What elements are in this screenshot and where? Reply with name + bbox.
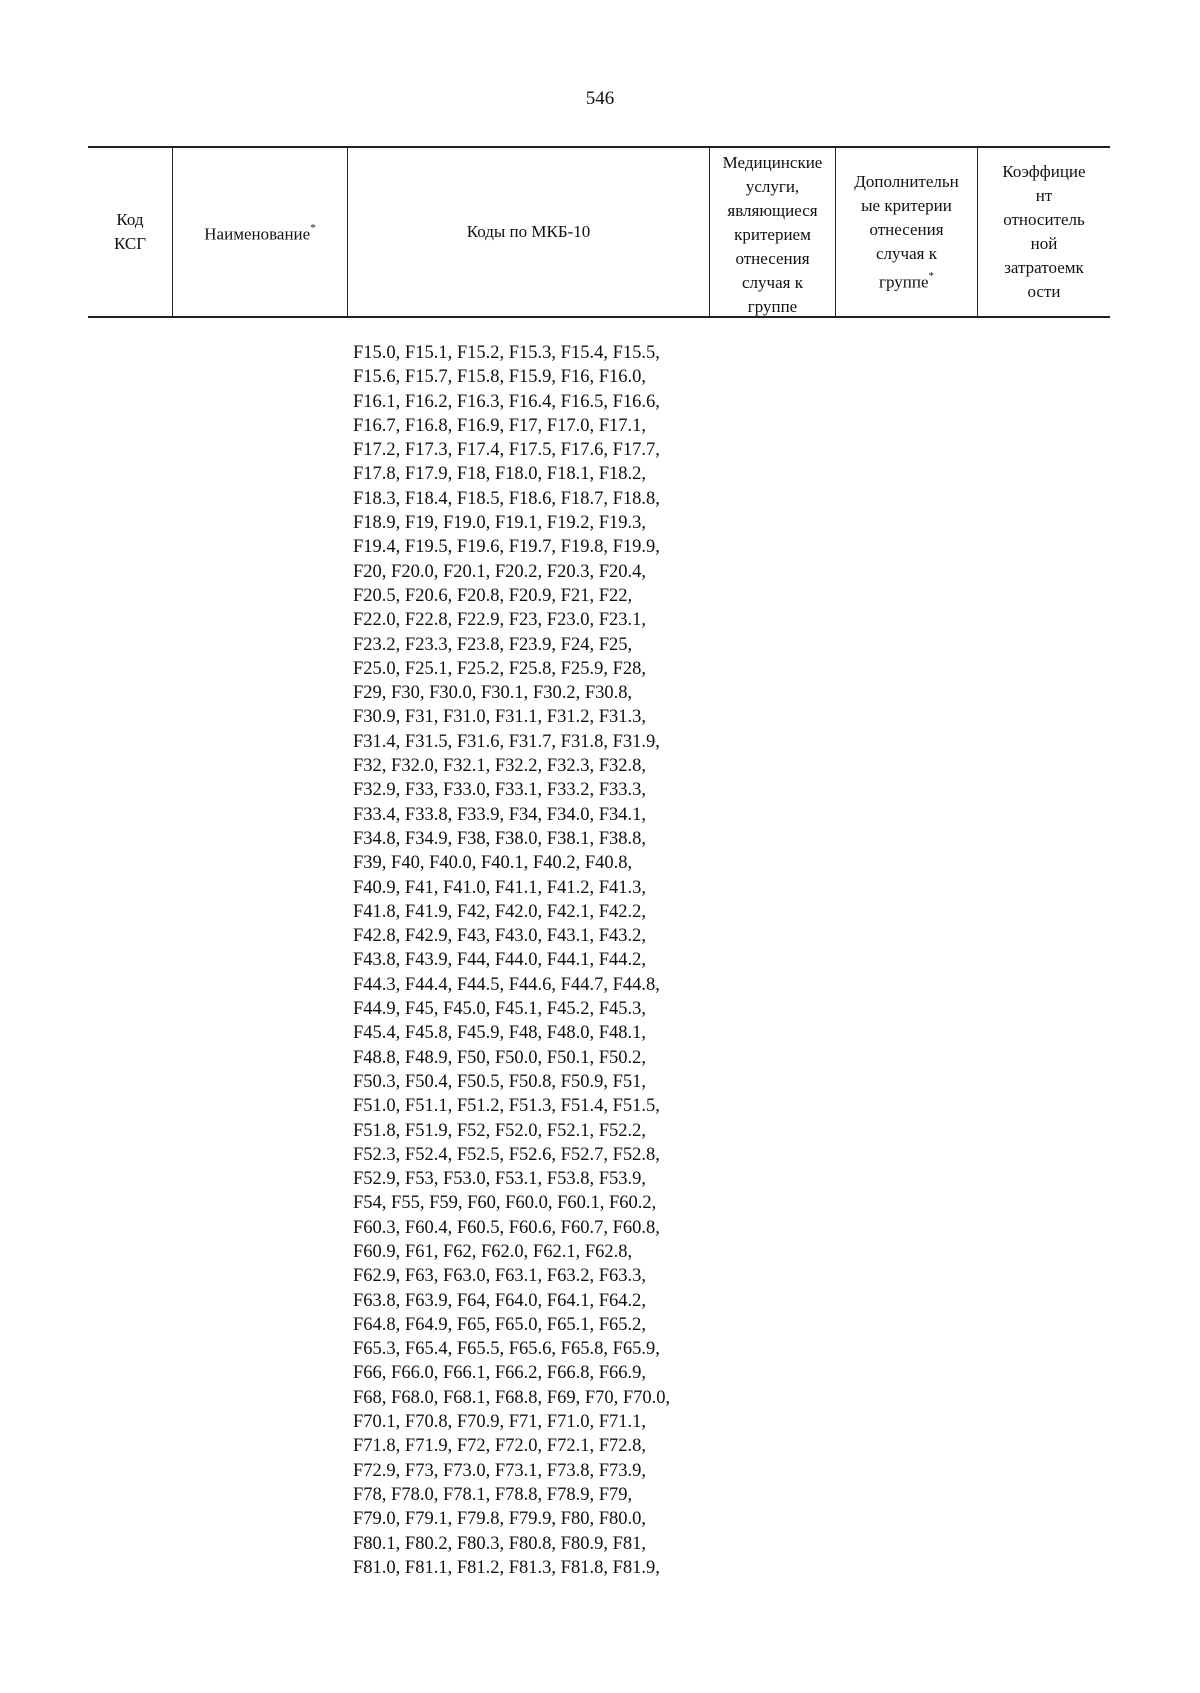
header-col-coef-text: [1002, 160, 1085, 304]
code-line: F54, F55, F59, F60, F60.0, F60.1, F60.2,: [353, 1193, 657, 1214]
code-line: F18.3, F18.4, F18.5, F18.6, F18.7, F18.8,: [353, 488, 660, 509]
page-number: 546: [585, 88, 615, 109]
header-line: ые критерии: [861, 195, 952, 215]
code-line: F62.9, F63, F63.0, F63.1, F63.2, F63.3,: [353, 1266, 646, 1287]
code-line: F16.7, F16.8, F16.9, F17, F17.0, F17.1,: [353, 415, 646, 436]
code-line: F78, F78.0, F78.1, F78.8, F78.9, F79,: [353, 1484, 633, 1505]
header-col-mkb-label: Коды по МКБ-10: [466, 222, 591, 241]
header-line: ной: [1030, 234, 1058, 253]
code-line: F40.9, F41, F41.0, F41.1, F41.2, F41.3,: [353, 877, 646, 898]
code-line: F50.3, F50.4, F50.5, F50.8, F50.9, F51,: [353, 1071, 646, 1092]
code-line: F15.6, F15.7, F15.8, F15.9, F16, F16.0,: [353, 367, 646, 388]
header-line: Медицинские: [722, 153, 823, 172]
header-col-code: [88, 148, 172, 316]
code-line: F45.4, F45.8, F45.9, F48, F48.0, F48.1,: [353, 1023, 646, 1044]
code-line: F19.4, F19.5, F19.6, F19.7, F19.8, F19.9,: [353, 537, 660, 558]
header-col-services: [709, 148, 835, 316]
header-line: ости: [1027, 282, 1061, 301]
mkb-codes-list: [353, 341, 713, 1580]
header-col-name: [172, 148, 347, 316]
header-col-extra-text: [854, 170, 958, 295]
code-line: F71.8, F71.9, F72, F72.0, F72.1, F72.8,: [353, 1436, 646, 1457]
header-line: критерием: [734, 225, 811, 244]
header-line: нт: [1035, 186, 1053, 205]
code-line: F22.0, F22.8, F22.9, F23, F23.0, F23.1,: [353, 610, 646, 631]
header-line: затратоемк: [1004, 258, 1084, 277]
code-line: F39, F40, F40.0, F40.1, F40.2, F40.8,: [353, 853, 633, 874]
header-line: являющиеся: [727, 201, 818, 220]
code-line: F17.8, F17.9, F18, F18.0, F18.1, F18.2,: [353, 464, 646, 485]
header-line: группе: [747, 297, 798, 316]
code-line: F25.0, F25.1, F25.2, F25.8, F25.9, F28,: [353, 658, 646, 679]
header-col-services-text: [723, 151, 823, 319]
code-line: F44.3, F44.4, F44.5, F44.6, F44.7, F44.8,: [353, 974, 660, 995]
table-header: [88, 146, 1110, 318]
code-line: F60.9, F61, F62, F62.0, F62.1, F62.8,: [353, 1241, 633, 1262]
code-line: F42.8, F42.9, F43, F43.0, F43.1, F43.2,: [353, 926, 646, 947]
code-line: F68, F68.0, F68.1, F68.8, F69, F70, F70.0,: [353, 1387, 671, 1408]
header-line: группе*: [879, 269, 934, 292]
code-line: F81.0, F81.1, F81.2, F81.3, F81.8, F81.9,: [353, 1557, 660, 1578]
header-line: услуги,: [745, 177, 800, 196]
header-col-code-text: [114, 208, 146, 256]
header-col-name-text: [204, 218, 315, 247]
code-line: F20.5, F20.6, F20.8, F20.9, F21, F22,: [353, 585, 633, 606]
code-line: F70.1, F70.8, F70.9, F71, F71.0, F71.1,: [353, 1412, 646, 1433]
footnote-mark: *: [928, 269, 934, 282]
code-line: F30.9, F31, F31.0, F31.1, F31.2, F31.3,: [353, 707, 646, 728]
code-line: F66, F66.0, F66.1, F66.2, F66.8, F66.9,: [353, 1363, 646, 1384]
code-line: F23.2, F23.3, F23.8, F23.9, F24, F25,: [353, 634, 633, 655]
code-line: F48.8, F48.9, F50, F50.0, F50.1, F50.2,: [353, 1047, 646, 1068]
code-line: F51.0, F51.1, F51.2, F51.3, F51.4, F51.5,: [353, 1096, 660, 1117]
code-line: F72.9, F73, F73.0, F73.1, F73.8, F73.9,: [353, 1460, 646, 1481]
code-line: F79.0, F79.1, F79.8, F79.9, F80, F80.0,: [353, 1509, 646, 1530]
code-line: F32, F32.0, F32.1, F32.2, F32.3, F32.8,: [353, 756, 646, 777]
code-line: F15.0, F15.1, F15.2, F15.3, F15.4, F15.5,: [353, 343, 660, 363]
code-line: F64.8, F64.9, F65, F65.0, F65.1, F65.2,: [353, 1314, 646, 1335]
header-line: Коэффицие: [1002, 162, 1086, 181]
code-line: F32.9, F33, F33.0, F33.1, F33.2, F33.3,: [353, 780, 646, 801]
code-line: F80.1, F80.2, F80.3, F80.8, F80.9, F81,: [353, 1533, 646, 1554]
header-line: отнесения: [735, 249, 810, 268]
header-line: случая к: [742, 273, 803, 292]
header-col-name-label: Наименование: [204, 224, 311, 244]
code-line: F29, F30, F30.0, F30.1, F30.2, F30.8,: [353, 683, 633, 704]
code-line: F20, F20.0, F20.1, F20.2, F20.3, F20.4,: [353, 561, 646, 582]
header-col-coefficient: [977, 148, 1110, 316]
code-line: F41.8, F41.9, F42, F42.0, F42.1, F42.2,: [353, 901, 646, 922]
code-line: F51.8, F51.9, F52, F52.0, F52.1, F52.2,: [353, 1120, 646, 1141]
code-line: F65.3, F65.4, F65.5, F65.6, F65.8, F65.9,: [353, 1339, 660, 1360]
code-line: F18.9, F19, F19.0, F19.1, F19.2, F19.3,: [353, 513, 646, 534]
code-line: F63.8, F63.9, F64, F64.0, F64.1, F64.2,: [353, 1290, 646, 1311]
header-line: относитель: [1003, 210, 1085, 229]
code-line: F17.2, F17.3, F17.4, F17.5, F17.6, F17.7,: [353, 440, 660, 461]
header-line: случая к: [876, 243, 937, 263]
code-line: F44.9, F45, F45.0, F45.1, F45.2, F45.3,: [353, 999, 646, 1020]
header-col-mkb: [347, 148, 709, 316]
header-line: отнесения: [869, 219, 944, 239]
header-col-extra-criteria: [835, 148, 977, 316]
code-line: F34.8, F34.9, F38, F38.0, F38.1, F38.8,: [353, 828, 646, 849]
header-line: Дополнительн: [854, 171, 959, 191]
code-line: F52.3, F52.4, F52.5, F52.6, F52.7, F52.8,: [353, 1144, 660, 1165]
code-line: F31.4, F31.5, F31.6, F31.7, F31.8, F31.9,: [353, 731, 660, 752]
header-col-name-mark: *: [310, 221, 316, 234]
code-line: F33.4, F33.8, F33.9, F34, F34.0, F34.1,: [353, 804, 646, 825]
code-line: F60.3, F60.4, F60.5, F60.6, F60.7, F60.8,: [353, 1217, 660, 1238]
header-line: КСГ: [113, 234, 147, 253]
code-line: F52.9, F53, F53.0, F53.1, F53.8, F53.9,: [353, 1169, 646, 1190]
header-line: Код: [116, 210, 144, 229]
code-line: F43.8, F43.9, F44, F44.0, F44.1, F44.2,: [353, 950, 646, 971]
code-line: F16.1, F16.2, F16.3, F16.4, F16.5, F16.6,: [353, 391, 660, 412]
